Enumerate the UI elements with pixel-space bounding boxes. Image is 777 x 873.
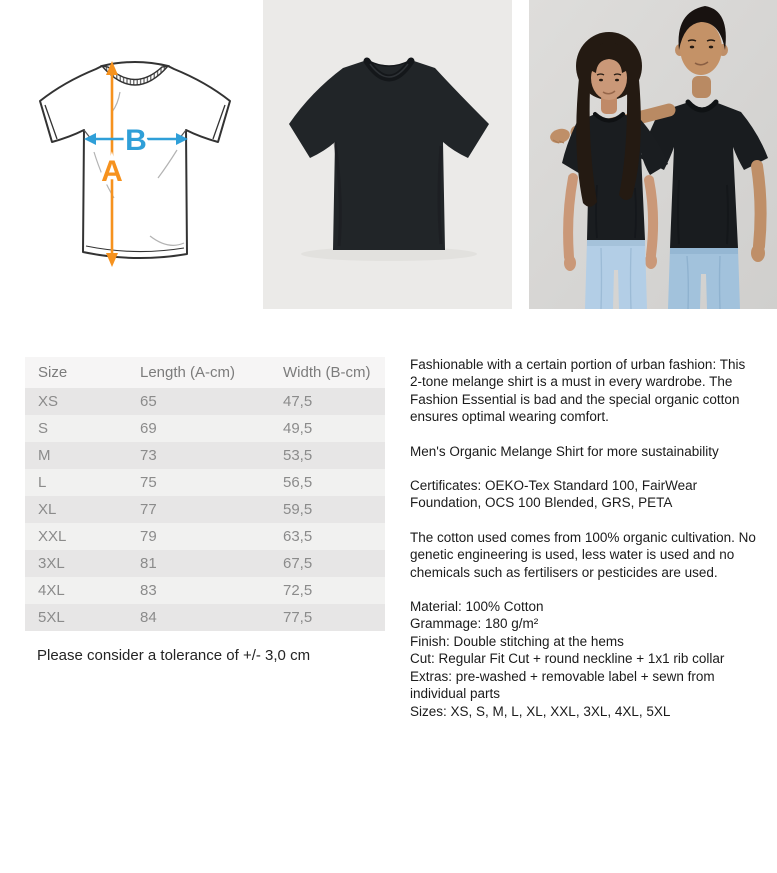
cell-width: 49,5 [283, 420, 313, 437]
cell-width: 47,5 [283, 393, 313, 410]
description-certificates: Certificates: OEKO-Tex Standard 100, FairWear Foundation, OCS 100 Blended, GRS, PETA [410, 478, 698, 511]
col-header-width: Width (B-cm) [283, 364, 371, 381]
cell-width: 56,5 [283, 474, 313, 491]
cell-length: 73 [140, 447, 157, 464]
product-specs [410, 598, 756, 720]
spec-material: Material: 100% Cotton [410, 599, 544, 615]
length-label-a: A [101, 155, 123, 188]
table-row [25, 604, 385, 631]
table-row [25, 523, 385, 550]
cell-length: 69 [140, 420, 157, 437]
cell-length: 77 [140, 501, 157, 518]
spec-sizes: Sizes: XS, S, M, L, XL, XXL, 3XL, 4XL, 5XL [410, 703, 671, 719]
measurement-diagram-image [0, 0, 260, 309]
cell-width: 77,5 [283, 609, 313, 626]
cell-length: 79 [140, 528, 157, 545]
product-flatlay-image [263, 0, 512, 309]
cell-size: XXL [38, 528, 67, 545]
cell-width: 53,5 [283, 447, 313, 464]
cell-size: XS [38, 393, 59, 410]
description-subtitle: Men's Organic Melange Shirt for more sustainability [410, 443, 719, 459]
spec-grammage: Grammage: 180 g/m² [410, 616, 539, 632]
spec-finish: Finish: Double stitching at the hems [410, 633, 624, 649]
cell-size: M [38, 447, 51, 464]
product-description [410, 356, 756, 720]
cell-size: 3XL [38, 555, 65, 572]
tshirt-outline-drawing [40, 62, 230, 258]
tolerance-note: Please consider a tolerance of +/- 3,0 cm [37, 647, 311, 664]
table-row [25, 577, 385, 604]
cell-length: 84 [140, 609, 157, 626]
col-header-size: Size [38, 364, 68, 381]
models-wearing-tshirts [529, 0, 777, 309]
table-row [25, 496, 385, 523]
cell-length: 75 [140, 474, 157, 491]
description-cotton: The cotton used comes from 100% organic cultivation. No genetic engineering is used, less water is used and no chemicals such as fertilisers or pesticides are used. [410, 529, 756, 580]
size-table [25, 357, 385, 631]
size-table-header-row [25, 357, 385, 388]
cell-size: 4XL [38, 582, 65, 599]
cell-size: 5XL [38, 609, 65, 626]
table-row [25, 415, 385, 442]
table-row [25, 442, 385, 469]
cell-length: 81 [140, 555, 157, 572]
spec-extras: Extras: pre-washed + removable label + sewn from individual parts [410, 668, 715, 702]
cell-size: L [38, 474, 47, 491]
models-photo [529, 0, 777, 309]
cell-length: 65 [140, 393, 157, 410]
cell-width: 63,5 [283, 528, 313, 545]
cell-length: 83 [140, 582, 157, 599]
cell-width: 72,5 [283, 582, 313, 599]
width-label-b: B [125, 124, 147, 157]
table-row [25, 469, 385, 496]
cell-width: 67,5 [283, 555, 313, 572]
description-intro: Fashionable with a certain portion of urban fashion: This 2-tone melange shirt is a must in every wardrobe. The Fashion Essential is bad and the special organic cotton ensures optimal wearing comfort. [410, 357, 746, 425]
cell-size: S [38, 420, 49, 437]
cell-width: 59,5 [283, 501, 313, 518]
table-row [25, 388, 385, 415]
spec-cut: Cut: Regular Fit Cut + round neckline + 1x1 rib collar [410, 651, 725, 667]
cell-size: XL [38, 501, 57, 518]
black-tshirt-flatlay [263, 0, 512, 309]
col-header-length: Length (A-cm) [140, 364, 236, 381]
tshirt-measurement-diagram [0, 0, 260, 309]
table-row [25, 550, 385, 577]
